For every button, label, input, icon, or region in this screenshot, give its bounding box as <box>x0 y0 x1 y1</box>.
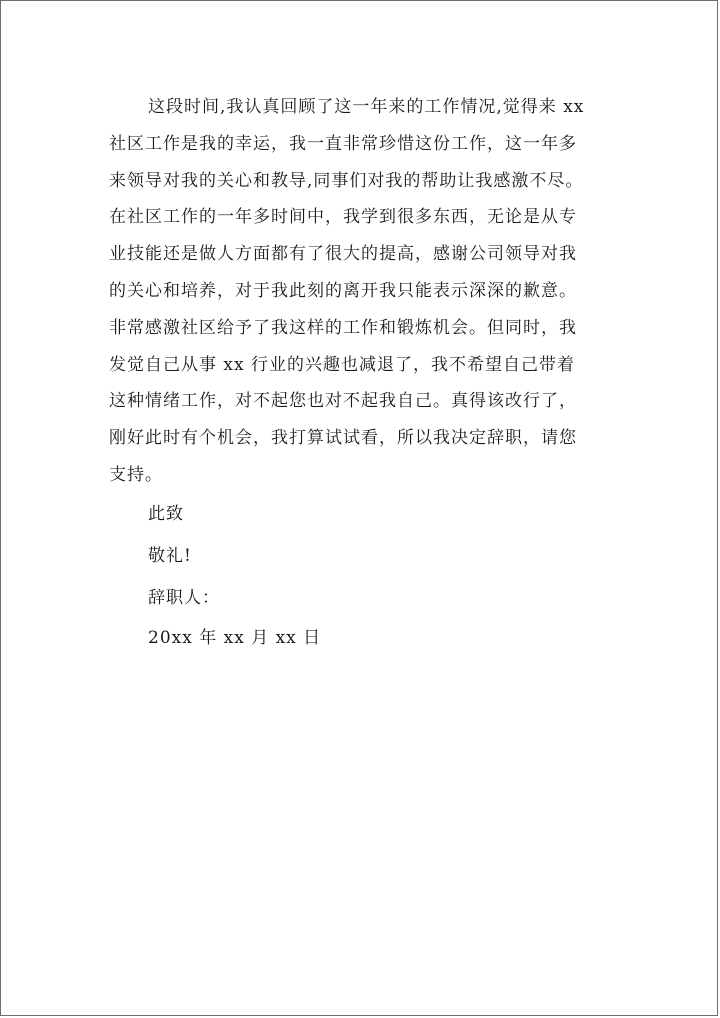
signer-label: 辞职人： <box>148 588 220 608</box>
body-line-7: 非常感激社区给予了我这样的工作和锻炼机会。但同时，我 <box>109 318 577 338</box>
body-line-5: 业技能还是做人方面都有了很大的提高，感谢公司领导对我 <box>109 244 577 264</box>
body-line-6: 的关心和培养，对于我此刻的离开我只能表示深深的歉意。 <box>109 281 577 301</box>
closing-greeting: 此致 <box>148 504 184 524</box>
body-line-8: 发觉自己从事 xx 行业的兴趣也减退了，我不希望自己带着 <box>109 355 575 375</box>
body-line-4: 在社区工作的一年多时间中，我学到很多东西，无论是从专 <box>109 207 577 227</box>
closing-salute: 敬礼! <box>148 546 192 566</box>
body-line-9: 这种情绪工作，对不起您也对不起我自己。真得该改行了， <box>109 391 577 411</box>
body-line-3: 来领导对我的关心和教导,同事们对我的帮助让我感激不尽。 <box>109 171 584 191</box>
body-line-10: 刚好此时有个机会，我打算试试看，所以我决定辞职，请您 <box>109 428 577 448</box>
letter-date: 20xx 年 xx 月 xx 日 <box>148 628 322 648</box>
body-line-11: 支持。 <box>109 465 163 485</box>
body-line-1: 这段时间,我认真回顾了这一年来的工作情况,觉得来 xx <box>148 97 585 117</box>
body-line-2: 社区工作是我的幸运，我一直非常珍惜这份工作，这一年多 <box>109 134 577 154</box>
